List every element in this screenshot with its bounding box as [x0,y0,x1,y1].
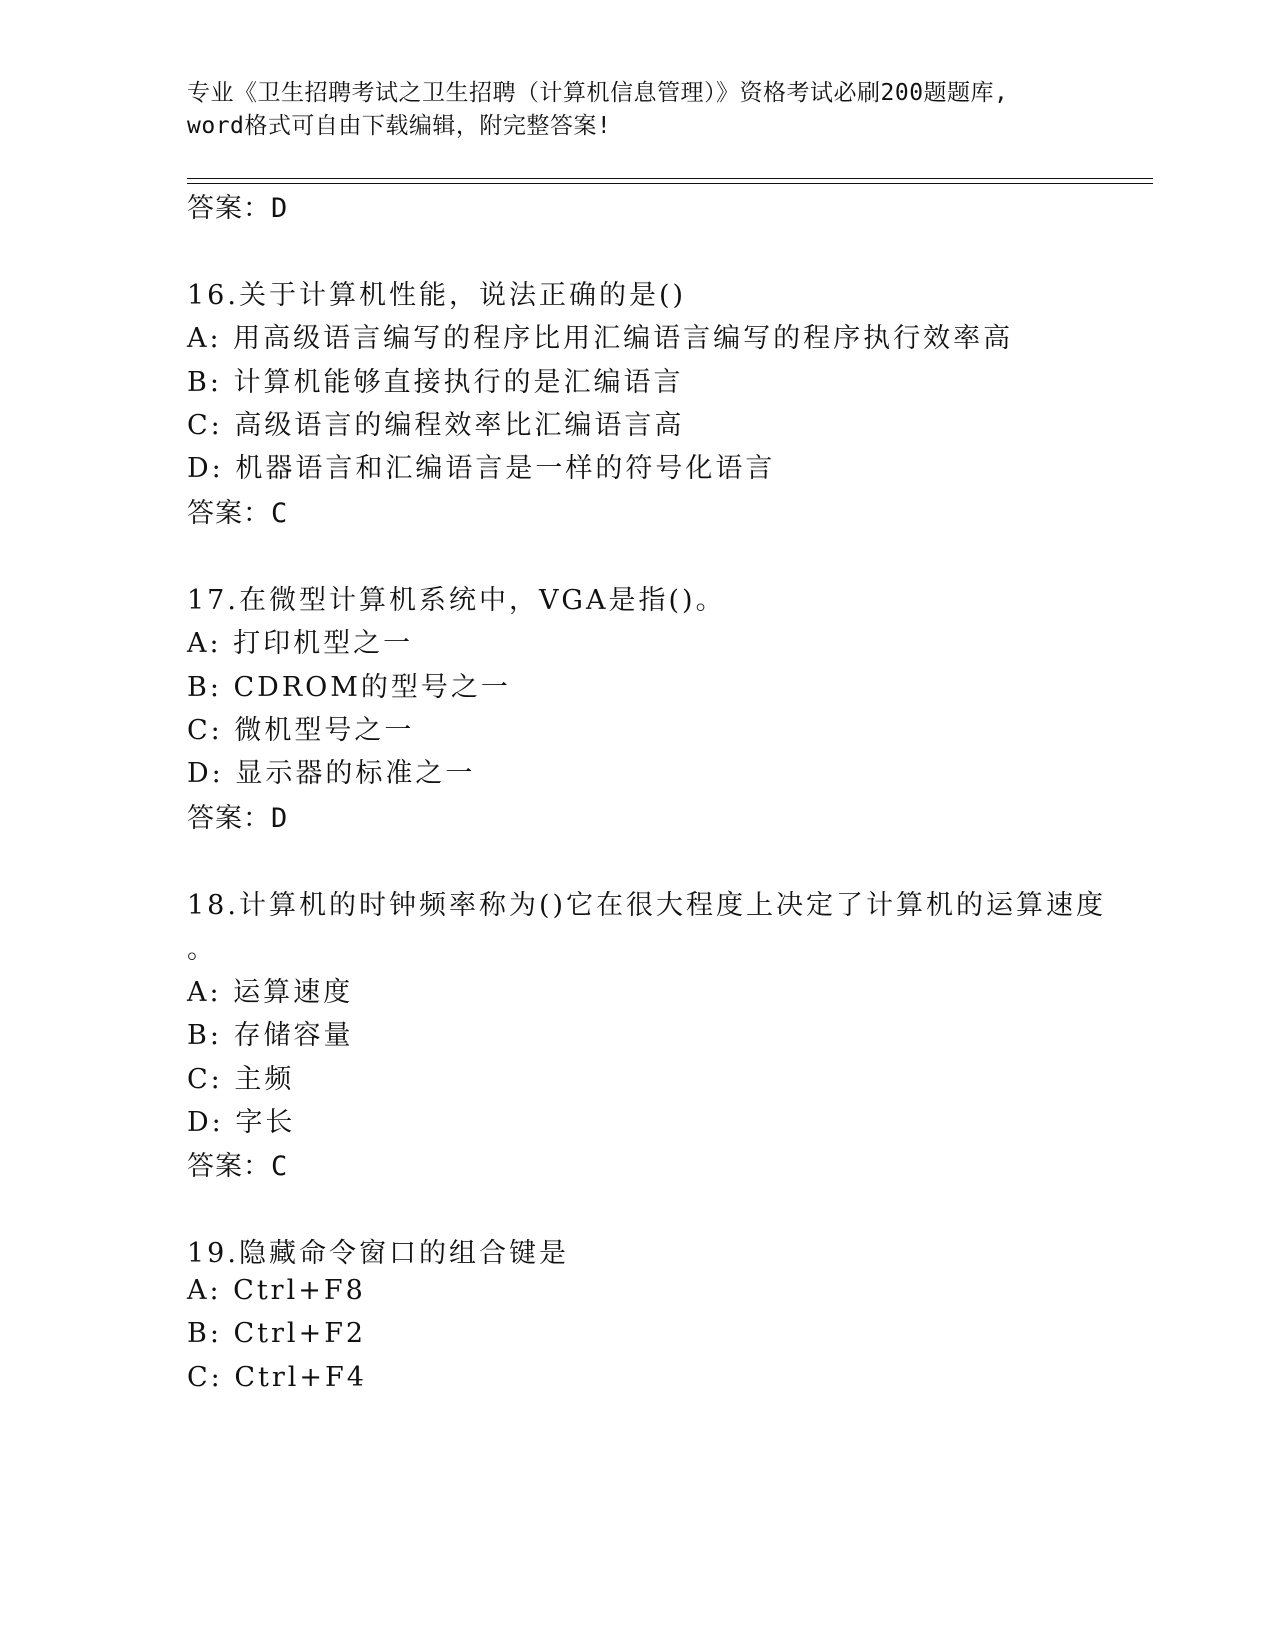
question-stem: 19.隐藏命令窗口的组合键是 [187,1238,569,1269]
option-c: C: 微机型号之一 [187,715,415,746]
option-c: C: 高级语言的编程效率比汇编语言高 [187,410,685,441]
option-c: C: 主频 [187,1064,295,1095]
answer-line: 答案：C [187,498,289,529]
option-b: B: 存储容量 [187,1020,354,1051]
option-c: C: Ctrl+F4 [187,1362,367,1393]
question-stem: 17.在微型计算机系统中，VGA是指()。 [187,585,726,616]
option-a: A: Ctrl+F8 [187,1275,366,1306]
header-divider-top [187,178,1153,179]
option-a: A: 打印机型之一 [187,628,414,659]
header-divider-bottom [187,183,1153,184]
option-a: A: 用高级语言编写的程序比用汇编语言编写的程序执行效率高 [187,323,1014,354]
answer-line: 答案：D [187,803,289,834]
option-b: B: Ctrl+F2 [187,1318,367,1349]
option-b: B: 计算机能够直接执行的是汇编语言 [187,367,684,398]
document-header-line-2: word格式可自由下载编辑，附完整答案! [187,113,612,139]
option-a: A: 运算速度 [187,977,354,1008]
question-stem-continuation: 。 [187,934,217,965]
question-stem: 16.关于计算机性能，说法正确的是() [187,280,687,311]
option-b: B: CDROM的型号之一 [187,672,511,703]
option-d: D: 机器语言和汇编语言是一样的符号化语言 [187,453,776,484]
answer-line: 答案：C [187,1151,289,1182]
answer-line: 答案：D [187,193,289,224]
document-header-line-1: 专业《卫生招聘考试之卫生招聘（计算机信息管理）》资格考试必刷200题题库, [187,80,1009,106]
question-stem: 18.计算机的时钟频率称为()它在很大程度上决定了计算机的运算速度 [187,890,1107,921]
option-d: D: 显示器的标准之一 [187,758,476,789]
option-d: D: 字长 [187,1107,296,1138]
